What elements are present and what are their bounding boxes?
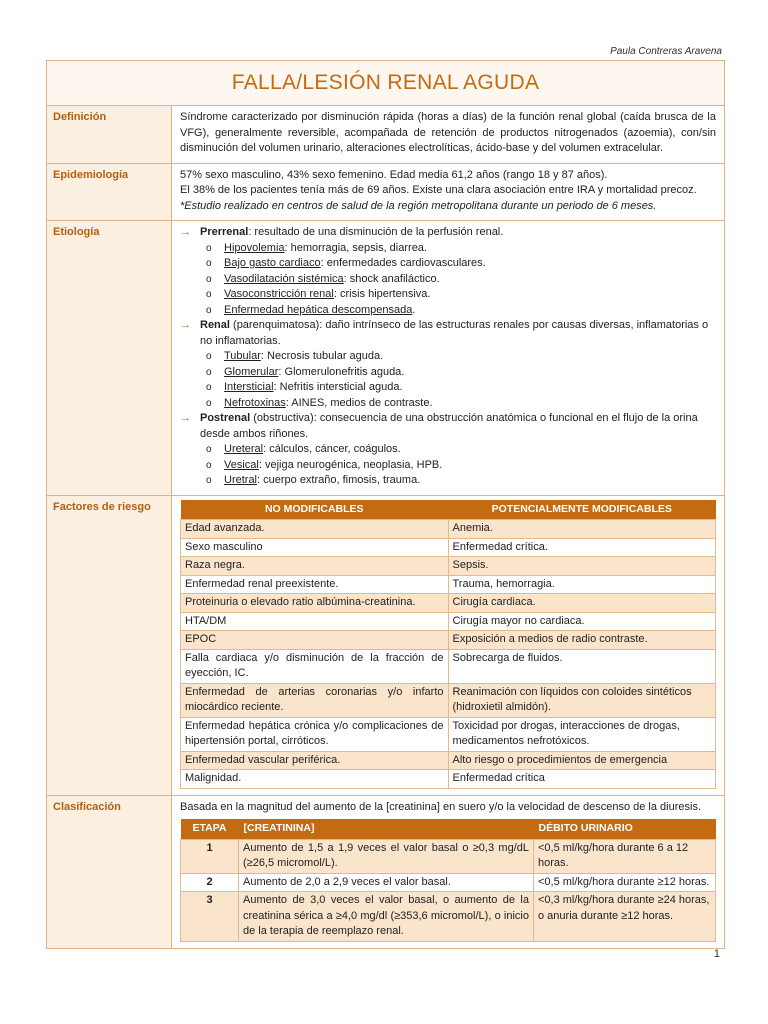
list-item-desc: : AINES, medios de contraste. — [285, 396, 433, 409]
section-etiologia — [47, 221, 724, 496]
circle-bullet-icon: o — [206, 242, 212, 254]
table-cell: Enfermedad hepática crónica y/o complicaciones de hipertensión portal, cirróticos. — [181, 717, 449, 751]
table-row — [181, 839, 716, 873]
list-item — [180, 473, 716, 489]
table-row — [181, 770, 716, 789]
circle-bullet-icon: o — [206, 459, 212, 471]
table-row — [181, 557, 716, 576]
risk-factors-table — [180, 500, 716, 789]
column-header-creatinina: [CREATININA] — [239, 819, 534, 839]
clasificacion-body — [172, 796, 724, 948]
table-cell: Enfermedad de arterias coronarias y/o infarto miocárdico reciente. — [181, 683, 449, 717]
circle-bullet-icon: o — [206, 273, 212, 285]
table-cell: Sobrecarga de fluidos. — [448, 649, 716, 683]
epidemiologia-line-1: 57% sexo masculino, 43% sexo femenino. Edad media 61,2 años (rango 18 y 87 años). — [180, 168, 608, 181]
table-cell: Proteinuria o elevado ratio albúmina-creatinina. — [181, 594, 449, 613]
table-cell: EPOC — [181, 631, 449, 650]
etiologia-body — [172, 221, 724, 495]
renal-sublist — [180, 349, 716, 411]
list-item-term: Vasoconstricción renal — [224, 288, 334, 300]
list-item — [180, 380, 716, 396]
arrow-right-icon: → — [180, 412, 191, 424]
list-item-term: Glomerular — [224, 365, 279, 378]
list-item — [180, 396, 716, 412]
arrow-right-icon: → — [180, 226, 191, 238]
list-item-term: Uretral — [224, 474, 258, 486]
etiologia-postrenal — [180, 411, 716, 442]
etiologia-group-desc: : resultado de una disminución de la perfusión renal. — [248, 226, 504, 238]
epidemiologia-line-2: El 38% de los pacientes tenía más de 69 años. Existe una clara asociación entre IRA y mortalidad precoz. — [180, 184, 697, 196]
clasificacion-intro: Basada en la magnitud del aumento de la [creatinina] en suero y/o la velocidad de descenso de la diuresis. — [180, 800, 702, 813]
table-cell: Toxicidad por drogas, interacciones de drogas, medicamentos nefrotóxicos. — [448, 717, 716, 751]
list-item-term: Enfermedad hepática descompensada — [224, 303, 413, 316]
list-item-desc: : cálculos, cáncer, coágulos. — [263, 443, 401, 455]
table-cell: Exposición a medios de radio contraste. — [448, 631, 716, 650]
circle-bullet-icon: o — [206, 382, 212, 393]
epidemiologia-footnote: *Estudio realizado en centros de salud de la región metropolitana durante un periodo de 6 meses. — [180, 199, 657, 212]
table-row — [181, 575, 716, 594]
etiologia-group-name: Postrenal — [200, 412, 251, 424]
list-item-desc: : shock anafiláctico. — [343, 272, 440, 285]
prerrenal-sublist — [180, 241, 716, 319]
document-table — [46, 60, 725, 949]
list-item-term: Hipovolemia — [224, 241, 285, 254]
list-item — [180, 349, 716, 365]
circle-bullet-icon: o — [206, 397, 212, 409]
list-item-desc: : vejiga neurogénica, neoplasia, HPB. — [258, 458, 443, 471]
list-item-term: Vesical — [224, 458, 259, 471]
list-item-desc: : cuerpo extraño, fimosis, trauma. — [257, 474, 421, 486]
circle-bullet-icon: o — [206, 366, 212, 378]
etiologia-prerrenal — [180, 225, 716, 241]
postrenal-sublist — [180, 442, 716, 489]
table-cell: Aumento de 2,0 a 2,9 veces el valor basal. — [239, 873, 534, 892]
section-label-epidemiologia: Epidemiología — [47, 164, 172, 221]
table-cell: Trauma, hemorragia. — [448, 575, 716, 594]
list-item — [180, 458, 716, 474]
table-cell: Enfermedad crítica — [448, 770, 716, 789]
section-factores-riesgo — [47, 496, 724, 796]
table-cell: Cirugía mayor no cardiaca. — [448, 612, 716, 631]
column-header-debito: DÉBITO URINARIO — [534, 819, 716, 839]
table-cell: Enfermedad vascular periférica. — [181, 751, 449, 770]
list-item-term: Intersticial — [224, 381, 274, 393]
table-cell: Enfermedad crítica. — [448, 538, 716, 557]
table-cell: <0,5 ml/kg/hora durante 6 a 12 horas. — [534, 839, 716, 873]
section-epidemiologia — [47, 164, 724, 222]
table-cell: Reanimación con líquidos con coloides sintéticos (hidroxietil almidón). — [448, 683, 716, 717]
table-cell: Sexo masculino — [181, 538, 449, 557]
circle-bullet-icon: o — [206, 351, 212, 362]
section-clasificacion — [47, 796, 724, 948]
list-item-desc: : crisis hipertensiva. — [333, 288, 431, 300]
list-item-desc: : Glomerulonefritis aguda. — [278, 365, 405, 378]
author-name: Paula Contreras Aravena — [610, 46, 722, 57]
etiologia-group-name: Renal — [200, 319, 230, 331]
list-item-term: Tubular — [224, 350, 261, 362]
list-item-desc: . — [412, 303, 416, 316]
table-row — [181, 612, 716, 631]
table-row — [181, 892, 716, 942]
table-row — [181, 873, 716, 892]
list-item-term: Ureteral — [224, 443, 264, 455]
table-cell: Malignidad. — [181, 770, 449, 789]
column-header-etapa: ETAPA — [181, 819, 239, 839]
etiologia-group-desc: (parenquimatosa): daño intrínseco de las estructuras renales por causas diversas, inflamatorias o no inflamatorias. — [200, 319, 709, 347]
list-item-desc: : Necrosis tubular aguda. — [260, 350, 384, 362]
table-cell: Aumento de 1,5 a 1,9 veces el valor basal o ≥0,3 mg/dL (≥26,5 micromol/L). — [239, 839, 534, 873]
section-definicion — [47, 106, 724, 164]
arrow-right-icon: → — [180, 319, 191, 331]
table-row — [181, 631, 716, 650]
column-header-no-modificables: NO MODIFICABLES — [181, 500, 449, 520]
page-title: FALLA/LESIÓN RENAL AGUDA — [47, 61, 724, 106]
table-cell: Alto riesgo o procedimientos de emergencia — [448, 751, 716, 770]
column-header-modificables: POTENCIALMENTE MODIFICABLES — [448, 500, 716, 520]
list-item-desc: : hemorragia, sepsis, diarrea. — [284, 241, 427, 254]
list-item — [180, 442, 716, 458]
table-row — [181, 594, 716, 613]
list-item — [180, 287, 716, 303]
table-row — [181, 649, 716, 683]
table-cell: Aumento de 3,0 veces el valor basal, o aumento de la creatinina sérica a ≥4,0 mg/dl (≥353,6 micromol/L), o inicio de la terapia de reemplazo renal. — [239, 892, 534, 942]
epidemiologia-body — [172, 164, 724, 221]
list-item-term: Vasodilatación sistémica — [224, 272, 344, 285]
table-cell: <0,5 ml/kg/hora durante ≥12 horas. — [534, 873, 716, 892]
section-label-definicion: Definición — [47, 106, 172, 163]
table-row — [181, 751, 716, 770]
stage-cell: 2 — [181, 873, 239, 892]
list-item-term: Nefrotoxinas — [224, 396, 286, 409]
table-cell: <0,3 ml/kg/hora durante ≥24 horas, o anuria durante ≥12 horas. — [534, 892, 716, 942]
list-item — [180, 272, 716, 288]
table-cell: HTA/DM — [181, 612, 449, 631]
etiologia-group-desc: (obstructiva): consecuencia de una obstrucción anatómica o funcional en el flujo de la orina desde ambos riñones. — [200, 412, 698, 440]
list-item-desc: : enfermedades cardiovasculares. — [320, 257, 486, 269]
factores-body — [172, 496, 724, 795]
stage-cell: 1 — [181, 839, 239, 873]
circle-bullet-icon: o — [206, 289, 212, 300]
circle-bullet-icon: o — [206, 304, 212, 316]
definicion-text: Síndrome caracterizado por disminución rápida (horas a días) de la función renal global (caída brusca de la VFG), generalmente reversible, acompañada de retención de productos nitrogenados (azoemia), con/sin disminución del volumen urinario, alteraciones electrolíticas, ácido-base y del volumen extracelular. — [180, 111, 716, 154]
table-cell: Cirugía cardiaca. — [448, 594, 716, 613]
table-row — [181, 683, 716, 717]
stage-cell: 3 — [181, 892, 239, 942]
list-item — [180, 256, 716, 272]
table-cell: Enfermedad renal preexistente. — [181, 575, 449, 594]
page-number: 1 — [713, 948, 720, 960]
list-item — [180, 365, 716, 381]
section-label-clasificacion: Clasificación — [47, 796, 172, 948]
table-cell: Raza negra. — [181, 557, 449, 576]
table-row — [181, 717, 716, 751]
table-row — [181, 538, 716, 557]
table-cell: Anemia. — [448, 520, 716, 539]
etiologia-group-name: Prerrenal — [200, 226, 249, 238]
list-item-term: Bajo gasto cardiaco — [224, 257, 321, 269]
circle-bullet-icon: o — [206, 258, 212, 269]
circle-bullet-icon: o — [206, 475, 212, 486]
circle-bullet-icon: o — [206, 444, 212, 455]
list-item-desc: : Nefritis intersticial aguda. — [273, 381, 403, 393]
section-label-etiologia: Etiología — [47, 221, 172, 495]
etiologia-renal — [180, 318, 716, 349]
table-row — [181, 520, 716, 539]
classification-table — [180, 819, 716, 942]
table-cell: Falla cardiaca y/o disminución de la fracción de eyección, IC. — [181, 649, 449, 683]
table-cell: Sepsis. — [448, 557, 716, 576]
list-item — [180, 303, 716, 319]
section-label-factores: Factores de riesgo — [47, 496, 172, 795]
table-cell: Edad avanzada. — [181, 520, 449, 539]
list-item — [180, 241, 716, 257]
